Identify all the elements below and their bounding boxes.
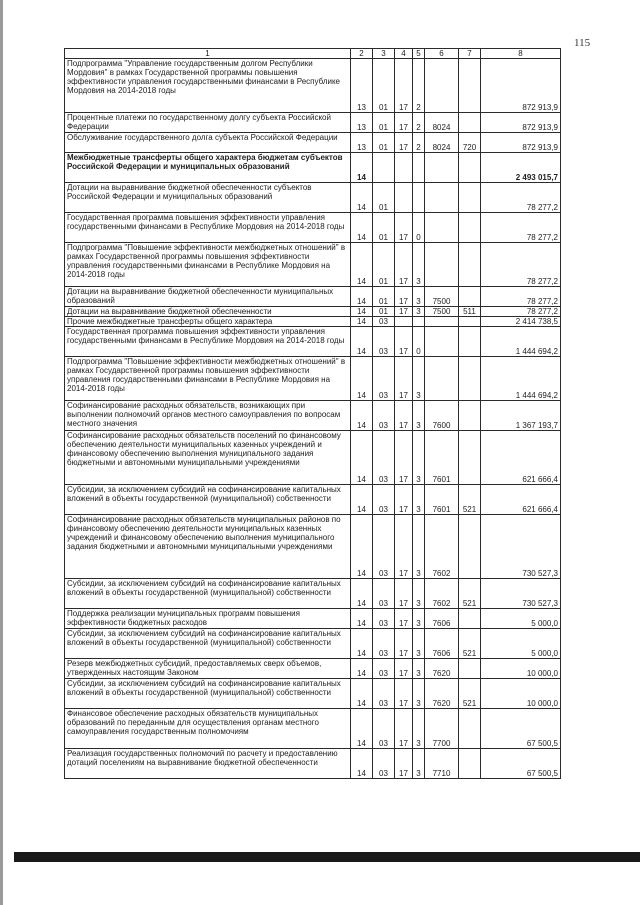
row-name: Субсидии, за исключением субсидий на софинансирование капитальных вложений в объекты государственной (муниципальной) собственности [65, 579, 351, 609]
row-code-3: 01 [373, 59, 395, 113]
row-code-6 [425, 183, 459, 213]
row-code-6: 7606 [425, 629, 459, 659]
row-code-7: 521 [459, 579, 481, 609]
row-name: Резерв межбюджетных субсидий, предоставляемых сверх объемов, утвержденных настоящим Законом [65, 659, 351, 679]
row-code-4: 17 [395, 579, 413, 609]
row-amount: 621 666,4 [481, 431, 561, 485]
row-code-6: 7700 [425, 709, 459, 749]
row-code-3: 03 [373, 609, 395, 629]
row-code-7 [459, 153, 481, 183]
row-code-3: 03 [373, 431, 395, 485]
row-code-2: 14 [351, 243, 373, 287]
column-header: 2 [351, 49, 373, 59]
row-code-4: 17 [395, 327, 413, 357]
row-code-2: 14 [351, 609, 373, 629]
row-code-7 [459, 357, 481, 401]
row-code-4: 17 [395, 401, 413, 431]
row-code-3: 03 [373, 317, 395, 327]
row-name: Софинансирование расходных обязательств поселений по финансовому обеспечению деятельности муниципальных казенных учреждений и финансовому обеспечению выполнения муниципального задания бюджетными и автономными муниципальными учреждениями [65, 431, 351, 485]
row-name: Прочие межбюджетные трансферты общего характера [65, 317, 351, 327]
row-code-6: 7601 [425, 485, 459, 515]
row-amount: 78 277,2 [481, 307, 561, 317]
row-code-3: 01 [373, 133, 395, 153]
row-amount: 78 277,2 [481, 183, 561, 213]
row-code-6 [425, 59, 459, 113]
row-name: Субсидии, за исключением субсидий на софинансирование капитальных вложений в объекты государственной (муниципальной) собственности [65, 629, 351, 659]
table-body [65, 59, 561, 779]
row-code-4: 17 [395, 659, 413, 679]
row-code-7 [459, 609, 481, 629]
column-header: 4 [395, 49, 413, 59]
row-name: Финансовое обеспечение расходных обязательств муниципальных образований по переданным для осуществления органам местного самоуправления государственным полномочиям [65, 709, 351, 749]
row-code-7 [459, 317, 481, 327]
row-code-4: 17 [395, 213, 413, 243]
row-code-5: 3 [413, 401, 425, 431]
row-name: Подпрограмма "Управление государственным долгом Республики Мордовия" в рамках Государственной программы повышения эффективности управления государственными финансами в Республике Мордовия на 2014-2018 годы [65, 59, 351, 113]
table-row [65, 133, 561, 153]
row-code-5 [413, 153, 425, 183]
row-code-4: 17 [395, 113, 413, 133]
row-code-6 [425, 357, 459, 401]
row-code-3: 03 [373, 357, 395, 401]
row-code-7 [459, 213, 481, 243]
row-code-3: 03 [373, 401, 395, 431]
row-code-3 [373, 153, 395, 183]
row-code-3: 03 [373, 515, 395, 579]
row-code-3: 03 [373, 485, 395, 515]
row-code-2: 14 [351, 287, 373, 307]
row-name: Государственная программа повышения эффективности управления государственными финансами в Республике Мордовия на 2014-2018 годы [65, 213, 351, 243]
row-code-5: 2 [413, 133, 425, 153]
row-code-4: 17 [395, 243, 413, 287]
column-header: 8 [481, 49, 561, 59]
row-code-4: 17 [395, 709, 413, 749]
row-code-6: 7710 [425, 749, 459, 779]
table-row [65, 183, 561, 213]
table-row [65, 357, 561, 401]
row-code-7 [459, 709, 481, 749]
scan-edge [0, 0, 3, 905]
row-code-4: 17 [395, 307, 413, 317]
row-code-7 [459, 287, 481, 307]
row-code-5: 3 [413, 749, 425, 779]
row-code-5: 3 [413, 307, 425, 317]
table-row [65, 213, 561, 243]
row-code-4: 17 [395, 59, 413, 113]
row-code-7 [459, 183, 481, 213]
row-code-2: 14 [351, 213, 373, 243]
row-name: Софинансирование расходных обязательств муниципальных районов по финансовому обеспечению деятельности муниципальных казенных учреждений и финансовому обеспечению выполнения муниципального задания бюджетными и автономными муниципальными учреждениями [65, 515, 351, 579]
column-header: 5 [413, 49, 425, 59]
row-name: Межбюджетные трансферты общего характера бюджетам субъектов Российской Федерации и муниципальных образований [65, 153, 351, 183]
row-amount: 67 500,5 [481, 749, 561, 779]
row-code-5: 0 [413, 327, 425, 357]
row-name: Подпрограмма "Повышение эффективности межбюджетных отношений" в рамках Государственной программы повышения эффективности управления государственными финансами в Республике Мордовия на 2014-2018 годы [65, 357, 351, 401]
row-amount: 5 000,0 [481, 609, 561, 629]
table-row [65, 659, 561, 679]
row-code-2: 14 [351, 153, 373, 183]
row-code-7 [459, 401, 481, 431]
column-header: 7 [459, 49, 481, 59]
scan-bottom-bar [14, 852, 640, 862]
row-code-5: 3 [413, 609, 425, 629]
table-row [65, 709, 561, 749]
row-code-3: 01 [373, 287, 395, 307]
table-row [65, 629, 561, 659]
table-row [65, 401, 561, 431]
row-amount: 1 444 694,2 [481, 327, 561, 357]
row-code-6 [425, 243, 459, 287]
row-code-4: 17 [395, 609, 413, 629]
row-code-7: 521 [459, 679, 481, 709]
table-row [65, 515, 561, 579]
row-name: Субсидии, за исключением субсидий на софинансирование капитальных вложений в объекты государственной (муниципальной) собственности [65, 679, 351, 709]
row-code-5: 3 [413, 357, 425, 401]
row-code-3: 01 [373, 243, 395, 287]
row-amount: 2 414 738,5 [481, 317, 561, 327]
row-name: Дотации на выравнивание бюджетной обеспеченности субъектов Российской Федерации и муниципальных образований [65, 183, 351, 213]
row-name: Дотации на выравнивание бюджетной обеспеченности [65, 307, 351, 317]
row-code-3: 03 [373, 327, 395, 357]
row-code-7: 511 [459, 307, 481, 317]
row-code-2: 13 [351, 113, 373, 133]
row-code-2: 14 [351, 431, 373, 485]
row-name: Субсидии, за исключением субсидий на софинансирование капитальных вложений в объекты государственной (муниципальной) собственности [65, 485, 351, 515]
row-code-2: 14 [351, 659, 373, 679]
budget-table [64, 48, 561, 779]
row-amount: 730 527,3 [481, 515, 561, 579]
row-code-4 [395, 183, 413, 213]
row-code-2: 14 [351, 327, 373, 357]
row-code-7 [459, 431, 481, 485]
row-code-4: 17 [395, 287, 413, 307]
row-amount: 67 500,5 [481, 709, 561, 749]
row-code-6 [425, 327, 459, 357]
row-amount: 78 277,2 [481, 213, 561, 243]
table-row [65, 609, 561, 629]
row-code-6: 8024 [425, 133, 459, 153]
row-code-4: 17 [395, 485, 413, 515]
row-name: Реализация государственных полномочий по расчету и предоставлению дотаций поселениям на выравнивание бюджетной обеспеченности [65, 749, 351, 779]
row-code-3: 03 [373, 749, 395, 779]
row-code-2: 14 [351, 709, 373, 749]
row-code-6: 7602 [425, 579, 459, 609]
row-code-3: 03 [373, 679, 395, 709]
row-code-2: 14 [351, 515, 373, 579]
row-code-2: 14 [351, 749, 373, 779]
row-code-2: 14 [351, 679, 373, 709]
row-code-5 [413, 183, 425, 213]
row-code-7: 521 [459, 485, 481, 515]
row-amount: 621 666,4 [481, 485, 561, 515]
row-code-6: 7620 [425, 659, 459, 679]
table-row [65, 579, 561, 609]
row-name: Дотации на выравнивание бюджетной обеспеченности муниципальных образований [65, 287, 351, 307]
table-row [65, 431, 561, 485]
row-code-5: 0 [413, 213, 425, 243]
row-code-4: 17 [395, 515, 413, 579]
row-code-7 [459, 327, 481, 357]
row-code-6 [425, 317, 459, 327]
row-code-3: 03 [373, 709, 395, 749]
row-code-4: 17 [395, 357, 413, 401]
table-row [65, 287, 561, 307]
row-code-6: 7601 [425, 431, 459, 485]
row-code-4 [395, 153, 413, 183]
row-code-7: 720 [459, 133, 481, 153]
row-code-3: 01 [373, 213, 395, 243]
table-row [65, 485, 561, 515]
row-code-2: 14 [351, 579, 373, 609]
row-amount: 872 913,9 [481, 59, 561, 113]
row-code-5: 3 [413, 709, 425, 749]
row-code-2: 14 [351, 357, 373, 401]
row-code-7 [459, 113, 481, 133]
row-code-2: 14 [351, 317, 373, 327]
row-code-5: 3 [413, 579, 425, 609]
row-code-5 [413, 317, 425, 327]
row-code-7 [459, 749, 481, 779]
row-code-5: 3 [413, 243, 425, 287]
row-code-5: 2 [413, 59, 425, 113]
row-code-4: 17 [395, 133, 413, 153]
row-code-5: 2 [413, 113, 425, 133]
table-row [65, 327, 561, 357]
row-code-3: 03 [373, 629, 395, 659]
row-amount: 872 913,9 [481, 113, 561, 133]
row-code-5: 3 [413, 659, 425, 679]
row-code-6: 7602 [425, 515, 459, 579]
row-code-3: 03 [373, 579, 395, 609]
row-name: Подпрограмма "Повышение эффективности межбюджетных отношений" в рамках Государственной программы повышения эффективности управления государственными финансами в Республике Мордовия на 2014-2018 годы [65, 243, 351, 287]
row-amount: 1 367 193,7 [481, 401, 561, 431]
row-code-4: 17 [395, 679, 413, 709]
row-amount: 5 000,0 [481, 629, 561, 659]
column-header: 1 [65, 49, 351, 59]
row-code-3: 03 [373, 659, 395, 679]
row-code-7: 521 [459, 629, 481, 659]
row-amount: 78 277,2 [481, 287, 561, 307]
table-row [65, 679, 561, 709]
row-code-5: 3 [413, 287, 425, 307]
row-amount: 10 000,0 [481, 679, 561, 709]
row-name: Софинансирование расходных обязательств, возникающих при выполнении полномочий органов местного самоуправления по вопросам местного значения [65, 401, 351, 431]
table-row [65, 113, 561, 133]
row-code-6: 7620 [425, 679, 459, 709]
row-code-6: 7500 [425, 287, 459, 307]
row-name: Обслуживание государственного долга субъекта Российской Федерации [65, 133, 351, 153]
row-code-2: 14 [351, 485, 373, 515]
column-header: 6 [425, 49, 459, 59]
row-code-6: 8024 [425, 113, 459, 133]
row-code-5: 3 [413, 515, 425, 579]
row-code-2: 14 [351, 183, 373, 213]
row-code-2: 14 [351, 401, 373, 431]
row-code-7 [459, 243, 481, 287]
table-row [65, 59, 561, 113]
row-code-4: 17 [395, 749, 413, 779]
row-code-6: 7500 [425, 307, 459, 317]
row-amount: 872 913,9 [481, 133, 561, 153]
row-code-2: 13 [351, 133, 373, 153]
row-code-7 [459, 59, 481, 113]
row-code-2: 13 [351, 59, 373, 113]
row-code-3: 01 [373, 113, 395, 133]
row-code-4 [395, 317, 413, 327]
table-row [65, 307, 561, 317]
row-amount: 2 493 015,7 [481, 153, 561, 183]
row-code-6: 7606 [425, 609, 459, 629]
row-amount: 1 444 694,2 [481, 357, 561, 401]
table-row [65, 749, 561, 779]
row-code-4: 17 [395, 629, 413, 659]
page-number: 115 [574, 37, 591, 49]
row-code-3: 01 [373, 307, 395, 317]
row-name: Процентные платежи по государственному долгу субъекта Российской Федерации [65, 113, 351, 133]
row-code-6: 7600 [425, 401, 459, 431]
row-amount: 78 277,2 [481, 243, 561, 287]
row-code-6 [425, 153, 459, 183]
row-code-5: 3 [413, 485, 425, 515]
row-code-5: 3 [413, 431, 425, 485]
row-code-7 [459, 515, 481, 579]
row-code-5: 3 [413, 679, 425, 709]
table-row [65, 153, 561, 183]
row-code-2: 14 [351, 307, 373, 317]
row-code-2: 14 [351, 629, 373, 659]
row-name: Государственная программа повышения эффективности управления государственными финансами в Республике Мордовия на 2014-2018 годы [65, 327, 351, 357]
row-amount: 730 527,3 [481, 579, 561, 609]
table-row [65, 317, 561, 327]
column-header: 3 [373, 49, 395, 59]
table-row [65, 243, 561, 287]
row-code-3: 01 [373, 183, 395, 213]
row-code-4: 17 [395, 431, 413, 485]
row-code-5: 3 [413, 629, 425, 659]
row-code-7 [459, 659, 481, 679]
row-amount: 10 000,0 [481, 659, 561, 679]
row-name: Поддержка реализации муниципальных программ повышения эффективности бюджетных расходов [65, 609, 351, 629]
header-row [65, 49, 561, 59]
row-code-6 [425, 213, 459, 243]
